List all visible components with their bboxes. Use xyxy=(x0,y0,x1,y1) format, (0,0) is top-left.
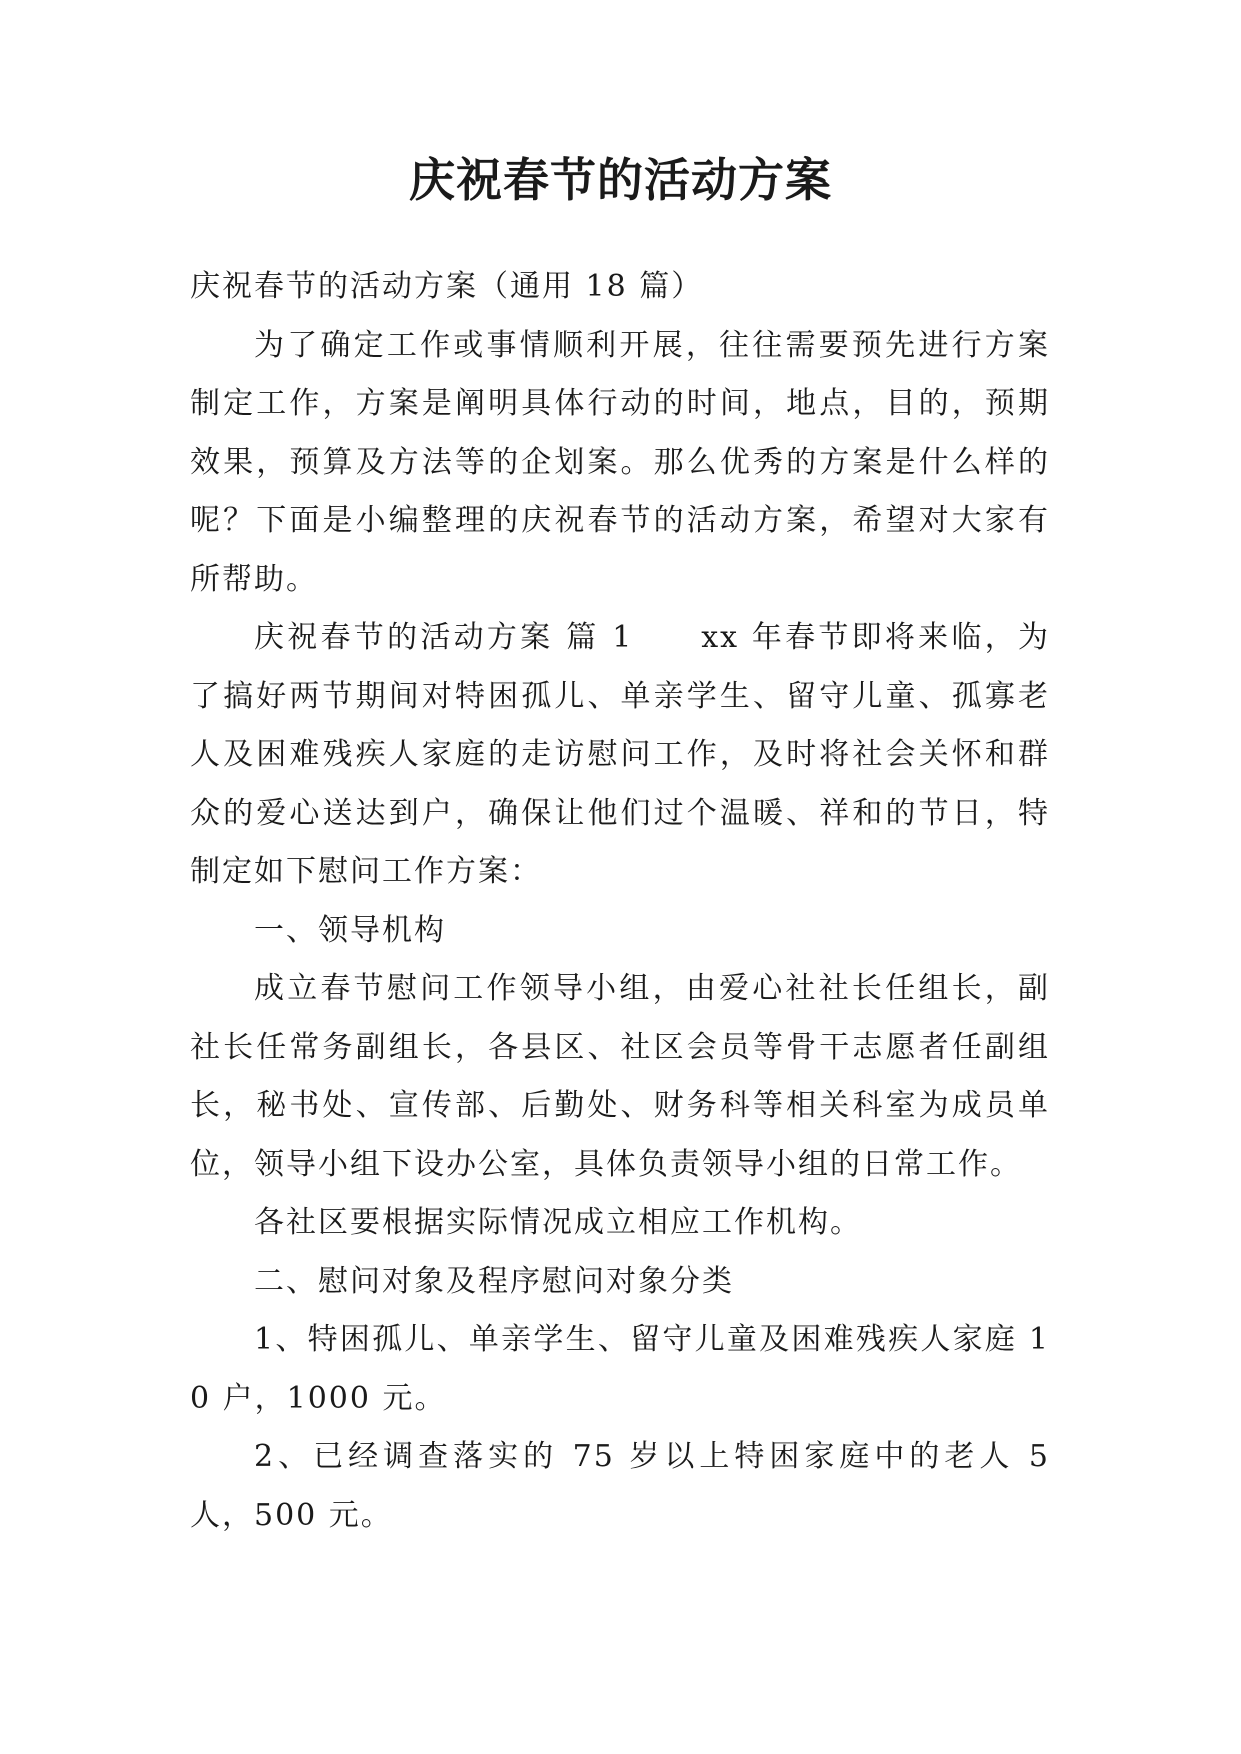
section-1-paragraph: 庆祝春节的活动方案 篇 1 xx 年春节即将来临，为了搞好两节期间对特困孤儿、单亲学生、留守儿童、孤寡老人及困难残疾人家庭的走访慰问工作，及时将社会关怀和群众的爱心送达到户，确保让他们过个温暖、祥和的节日，特制定如下慰问工作方案： xyxy=(190,620,1050,889)
heading-targets: 二、慰问对象及程序慰问对象分类 xyxy=(254,1263,734,1299)
subtitle-paragraph: 庆祝春节的活动方案（通用 18 篇） xyxy=(190,269,704,304)
document-body xyxy=(190,258,1050,1545)
intro-paragraph: 为了确定工作或事情顺利开展，往往需要预先进行方案制定工作，方案是阐明具体行动的时间，地点，目的，预期效果，预算及方法等的企划案。那么优秀的方案是什么样的呢？下面是小编整理的庆祝春节的活动方案，希望对大家有所帮助。 xyxy=(190,327,1050,597)
heading-leadership: 一、领导机构 xyxy=(254,912,446,948)
community-paragraph: 各社区要根据实际情况成立相应工作机构。 xyxy=(254,1205,862,1240)
target-item-1: 1、特困孤儿、单亲学生、留守儿童及困难残疾人家庭 10 户，1000 元。 xyxy=(190,1322,1050,1416)
document-title: 庆祝春节的活动方案 xyxy=(409,153,832,207)
leadership-paragraph: 成立春节慰问工作领导小组，由爱心社社长任组长，副社长任常务副组长，各县区、社区会员等骨干志愿者任副组长，秘书处、宣传部、后勤处、财务科等相关科室为成员单位，领导小组下设办公室，具体负责领导小组的日常工作。 xyxy=(190,971,1050,1182)
target-item-2: 2、已经调查落实的 75 岁以上特困家庭中的老人 5 人，500 元。 xyxy=(190,1439,1050,1533)
